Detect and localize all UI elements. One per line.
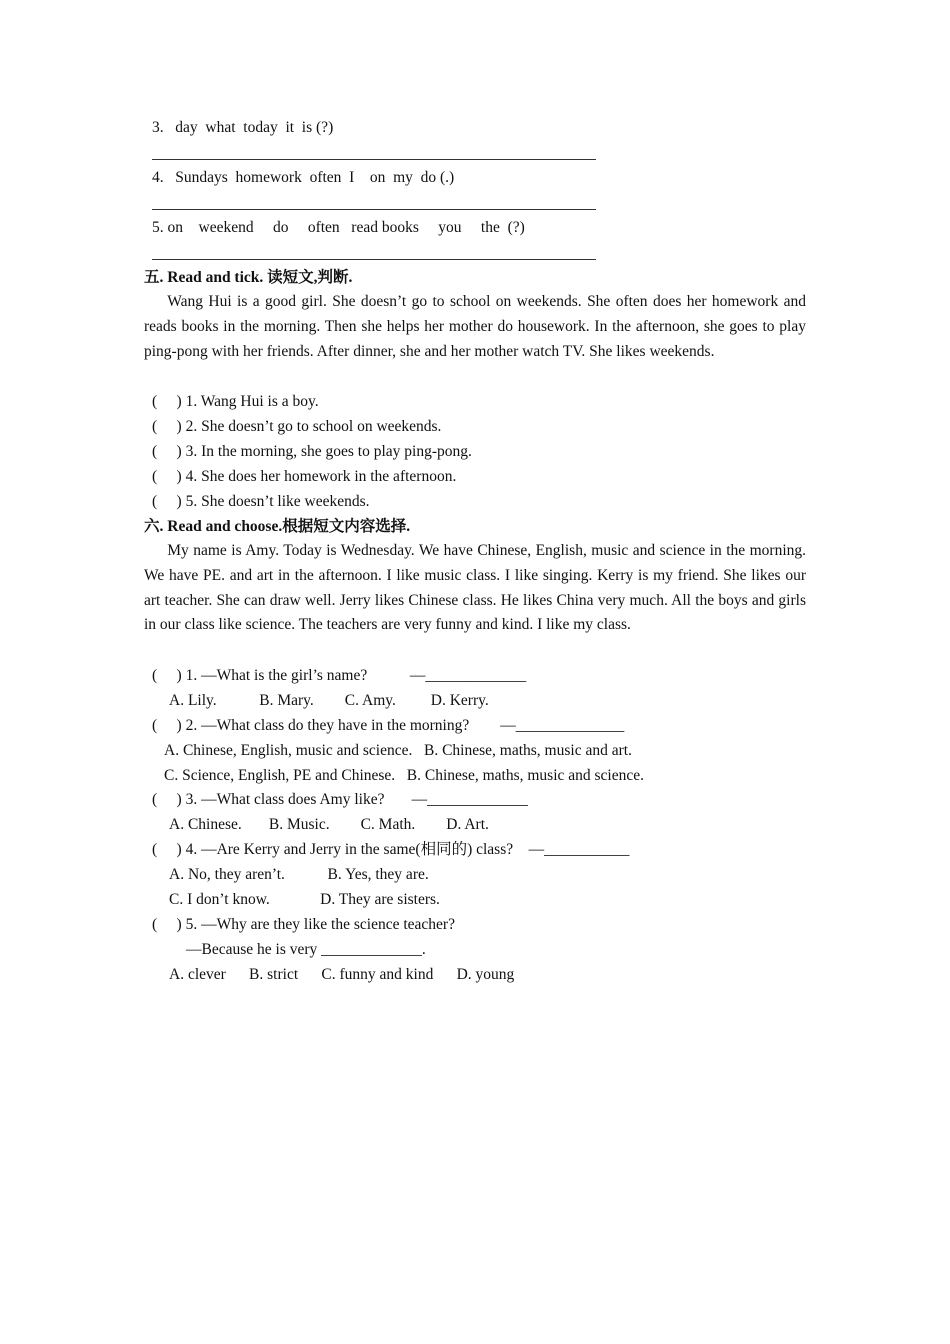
section5-item-5: ( ) 5. She doesn’t like weekends. [152,493,370,510]
section5-item-4: ( ) 4. She does her homework in the afternoon. [152,468,457,485]
question-5: ( ) 5. —Why are they like the science teacher? [152,916,455,933]
question-4: ( ) 4. —Are Kerry and Jerry in the same(相同的) class? —___________ [152,841,630,858]
section5-heading: 五. Read and tick. 读短文,判断. [144,269,353,286]
order-item-3: 3. day what today it is (?) [152,119,334,136]
question-4-options-b: C. I don’t know. D. They are sisters. [169,891,440,908]
section6-heading: 六. Read and choose.根据短文内容选择. [144,518,411,535]
section5-item-1: ( ) 1. Wang Hui is a boy. [152,393,319,410]
question-4-options-a: A. No, they aren’t. B. Yes, they are. [169,866,429,883]
answer-line-5[interactable] [152,259,596,260]
question-1-options: A. Lily. B. Mary. C. Amy. D. Kerry. [169,692,489,709]
question-3: ( ) 3. —What class does Amy like? —_____________ [152,791,528,808]
order-item-5: 5. on weekend do often read books you the (?) [152,219,525,236]
section5-passage: Wang Hui is a good girl. She doesn’t go to school on weekends. She often does her homework and reads books in the morning. Then she helps her mother do housework. In the afternoon, she goes to play ping-pong with her friends. After dinner, she and her mother watch TV. She likes weekends. [144,293,806,360]
question-2-options-b: C. Science, English, PE and Chinese. B. Chinese, maths, music and science. [164,767,644,784]
question-5-answer: —Because he is very _____________. [186,941,426,958]
section5-item-3: ( ) 3. In the morning, she goes to play ping-pong. [152,443,472,460]
question-3-options: A. Chinese. B. Music. C. Math. D. Art. [169,816,489,833]
question-2-options-a: A. Chinese, English, music and science. B. Chinese, maths, music and art. [164,742,632,759]
order-item-4: 4. Sundays homework often I on my do (.) [152,169,455,186]
section5-item-2: ( ) 2. She doesn’t go to school on weekends. [152,418,442,435]
question-1: ( ) 1. —What is the girl’s name? —_____________ [152,667,527,684]
section6-passage: My name is Amy. Today is Wednesday. We have Chinese, English, music and science in the morning. We have PE. and art in the afternoon. I like music class. I like singing. Kerry is my friend. She likes our art teacher. She can draw well. Jerry likes Chinese class. He likes China very much. All the boys and girls in our class like science. The teachers are very funny and kind. I like my class. [144,542,806,634]
question-2: ( ) 2. —What class do they have in the morning? —______________ [152,717,625,734]
answer-line-4[interactable] [152,209,596,210]
answer-line-3[interactable] [152,159,596,160]
question-5-options: A. clever B. strict C. funny and kind D. young [169,966,515,983]
